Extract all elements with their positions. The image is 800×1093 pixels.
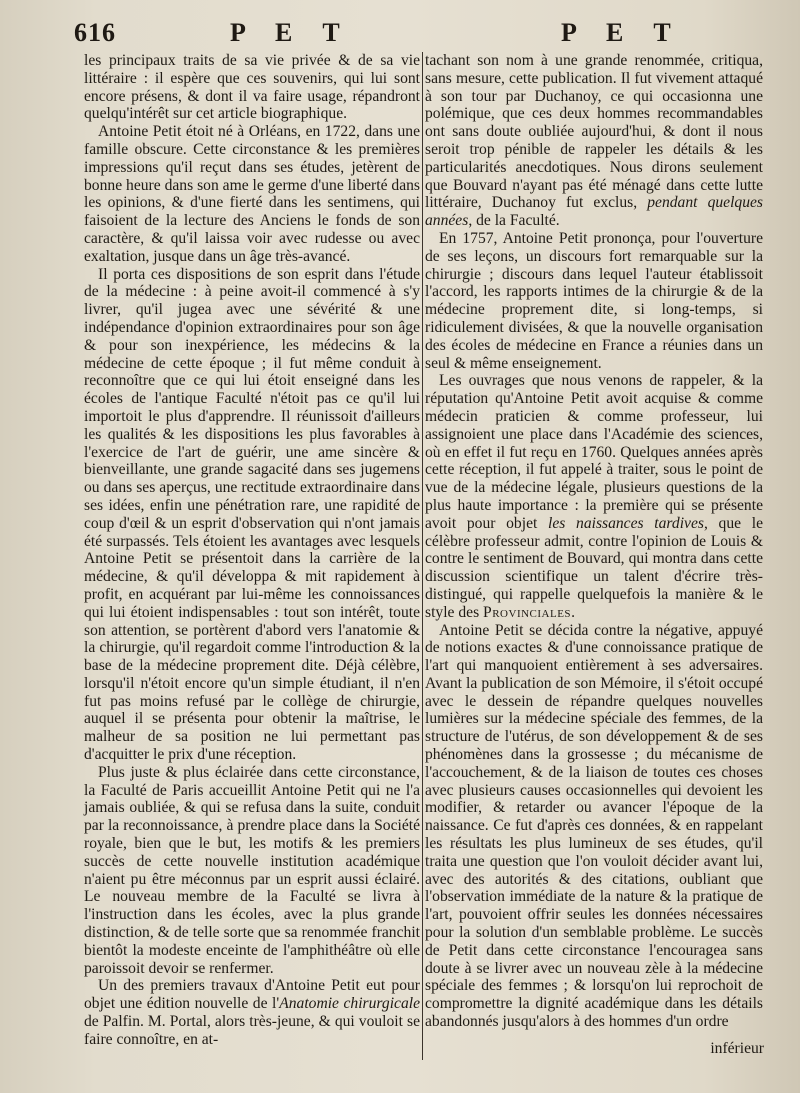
paragraph bbox=[425, 52, 763, 230]
paragraph: Antoine Petit étoit né à Orléans, en 1722, dans une famille obscure. Cette circonstance & les premières impressions qu'il reçut dans ses études, jetèrent de bonne heure dans son ame le germe d'une liberté dans les opinions, & d'une fierté dans les sentimens, qui faisoient de la lecture des Anciens le fonds de son caractère, & qu'il laissa voir avec rudesse ou avec exaltation, jusque dans un âge très-avancé. bbox=[84, 123, 420, 265]
paragraph: Antoine Petit se décida contre la négative, appuyé de notions exactes & d'une connoissance pratique de l'art qui manquoient entièrement à ses adversaires. Avant la publication de son Mémoire, il s'étoit occupé avec le dessein de répandre quelques nouvelles lumières sur la médecine spéciale des femmes, de la structure de l'utérus, de son développement & de ses phénomènes dans la grossesse ; du mécanisme de l'accouchement, & de la liaison de toutes ces choses avec plusieurs causes occasionnelles qui devoient les modifier, & retarder ou avancer l'époque de la naissance. Ce fut d'après ces données, & en rappelant les résultats les plus lumineux de ses études, qu'il traita une question que l'on vouloit décider avant lui, avec des autorités & des citations, oubliant que l'observation immédiate de la nature & la pratique de l'art, pouvoient offrir seules les données nécessaires pour la solution d'un semblable problème. Le succès de Petit dans cette circonstance l'encouragea sans doute à se livrer avec un nouveau zèle à la médecine spéciale des femmes ; & lorsqu'on lui reprochoit de compromettre la dignité académique dans les détails abandonnés jusqu'alors à des hommes d'un ordre bbox=[425, 621, 763, 1031]
paragraph: Il porta ces dispositions de son esprit dans l'étude de la médecine : à peine avoit-il commencé à s'y livrer, qu'il jugea avec une sévérité & une indépendance d'opinion extraordinaires pour son âge & pour son inexpérience, les médecins & la médecine de cette époque ; il fut même conduit à reconnoître que ce qui lui étoit enseigné dans les écoles de l'antique Faculté n'étoit pas ce qu'il lui importoit le plus d'apprendre. Il réunissoit d'ailleurs les qualités & les dispositions les plus favorables à l'exercice de l'art de guérir, une ame sincère & bienveillante, une grande sagacité dans ses jugemens ou dans ses aperçus, une rectitude extraordinaire dans ses idées, enfin une pénétration rare, une rapidité de coup d'œil & un esprit d'observation qui n'ont jamais été surpassés. Tels étoient les avantages avec lesquels Antoine Petit se présentoit dans la carrière de la médecine, & qu'il développa & mit rapidement à profit, en acquérant par lui-même les connoissances qui lui étoient indispensables : tout son intérêt, toute son attention, se portèrent d'abord vers l'anatomie & la chirurgie, qu'il regardoit comme l'introduction & la base de la médecine proprement dite. Déjà célèbre, lorsqu'il n'étoit encore qu'un simple étudiant, il n'en fut pas moins refusé par le collège de chirurgie, auquel il se présenta pour obtenir la maîtrise, le malheur de sa position ne lui permettant pas d'acquitter le prix d'une réception. bbox=[84, 265, 420, 764]
italic-phrase: les naissances tardives bbox=[548, 514, 704, 532]
right-column bbox=[425, 52, 763, 1031]
small-caps-title: Provinciales bbox=[483, 603, 572, 621]
column-rule bbox=[422, 52, 423, 1060]
text-run: . bbox=[571, 603, 575, 621]
paragraph: Plus juste & plus éclairée dans cette circonstance, la Faculté de Paris accueillit Antoine Petit qui ne l'a jamais oubliée, & qui se refusa dans la suite, conduit par la reconnoissance, à prendre place dans la Société royale, bien que le but, les motifs & les premiers succès de cette nouvelle institution académique n'aient pu être méconnus par un esprit aussi éclairé. Le nouveau membre de la Faculté se livra à l'instruction dans les écoles, avec la plus grande distinction, & de telle sorte que sa renommée franchit bientôt la modeste enceinte de l'amphithéâtre où elle paroissoit devoir se renfermer. bbox=[84, 763, 420, 977]
catchword: inférieur bbox=[710, 1040, 764, 1057]
text-run: , de la Faculté. bbox=[468, 212, 560, 230]
running-head-left: P E T bbox=[230, 18, 352, 47]
text-run: Les ouvrages que nous venons de rappeler, & la réputation qu'Antoine Petit avoit acquise & comme médecin praticien & comme professeur, lui assignoient une place dans l'Académie des sciences, où en effet il fut reçu en 1760. Quelques années après cette réception, il fut appelé à traiter, sous le point de vue de la médecine légale, plusieurs questions de la plus haute importance : la première qui se présente avoit pour objet bbox=[425, 372, 763, 532]
text-run: , que le célèbre professeur admit, contre l'opinion de Louis & contre le sentiment de Bouvard, qui montra dans cette discussion scientifique un talent d'écrire très-distingué, qui rappelle quelquefois la manière & le style des bbox=[425, 514, 763, 621]
page-number: 616 bbox=[74, 18, 116, 47]
italic-title: Anatomie chirurgicale bbox=[279, 995, 420, 1013]
paragraph bbox=[425, 372, 763, 621]
text-run: de Palfin. M. Portal, alors très-jeune, & qui vouloit se faire connoître, en at- bbox=[84, 1013, 420, 1048]
text-run: tachant son nom à une grande renommée, critiqua, sans mesure, cette publication. Il fut vivement attaqué à son tour par Duchanoy, ce qui occasionna une polémique, que ces deux hommes recommandables ont sans doute oubliée aujourd'hui, & dont il nous seroit trop pénible de rappeler les détails & les particularités anecdotiques. Nous dirons seulement que Bouvard n'ayant pas été ménagé dans cette lutte littéraire, Duchanoy fut exclus, bbox=[425, 52, 763, 212]
left-column bbox=[84, 52, 420, 1049]
paragraph: En 1757, Antoine Petit prononça, pour l'ouverture de ses leçons, un discours fort remarquable sur la chirurgie ; discours dans lequel l'auteur établissoit l'accord, les rapports intimes de la chirurgie & de la médecine proprement dite, si long-temps, si ridiculement divisées, & que la nouvelle organisation des écoles de médecine en France a réunies dans un seul & même enseignement. bbox=[425, 229, 763, 372]
text-run: Un des premiers travaux d'Antoine Petit eut pour objet une édition nouvelle de l' bbox=[84, 977, 420, 1013]
paragraph bbox=[84, 977, 420, 1048]
running-head-right: P E T bbox=[561, 18, 683, 47]
paragraph: les principaux traits de sa vie privée & de sa vie littéraire : il espère que ces souvenirs, qui lui sont encore présens, & dont il va faire usage, répandront quelqu'intérêt sur cet article biographique. bbox=[84, 52, 420, 123]
italic-phrase: pendant quelques années bbox=[425, 194, 763, 230]
page-header bbox=[74, 18, 770, 50]
